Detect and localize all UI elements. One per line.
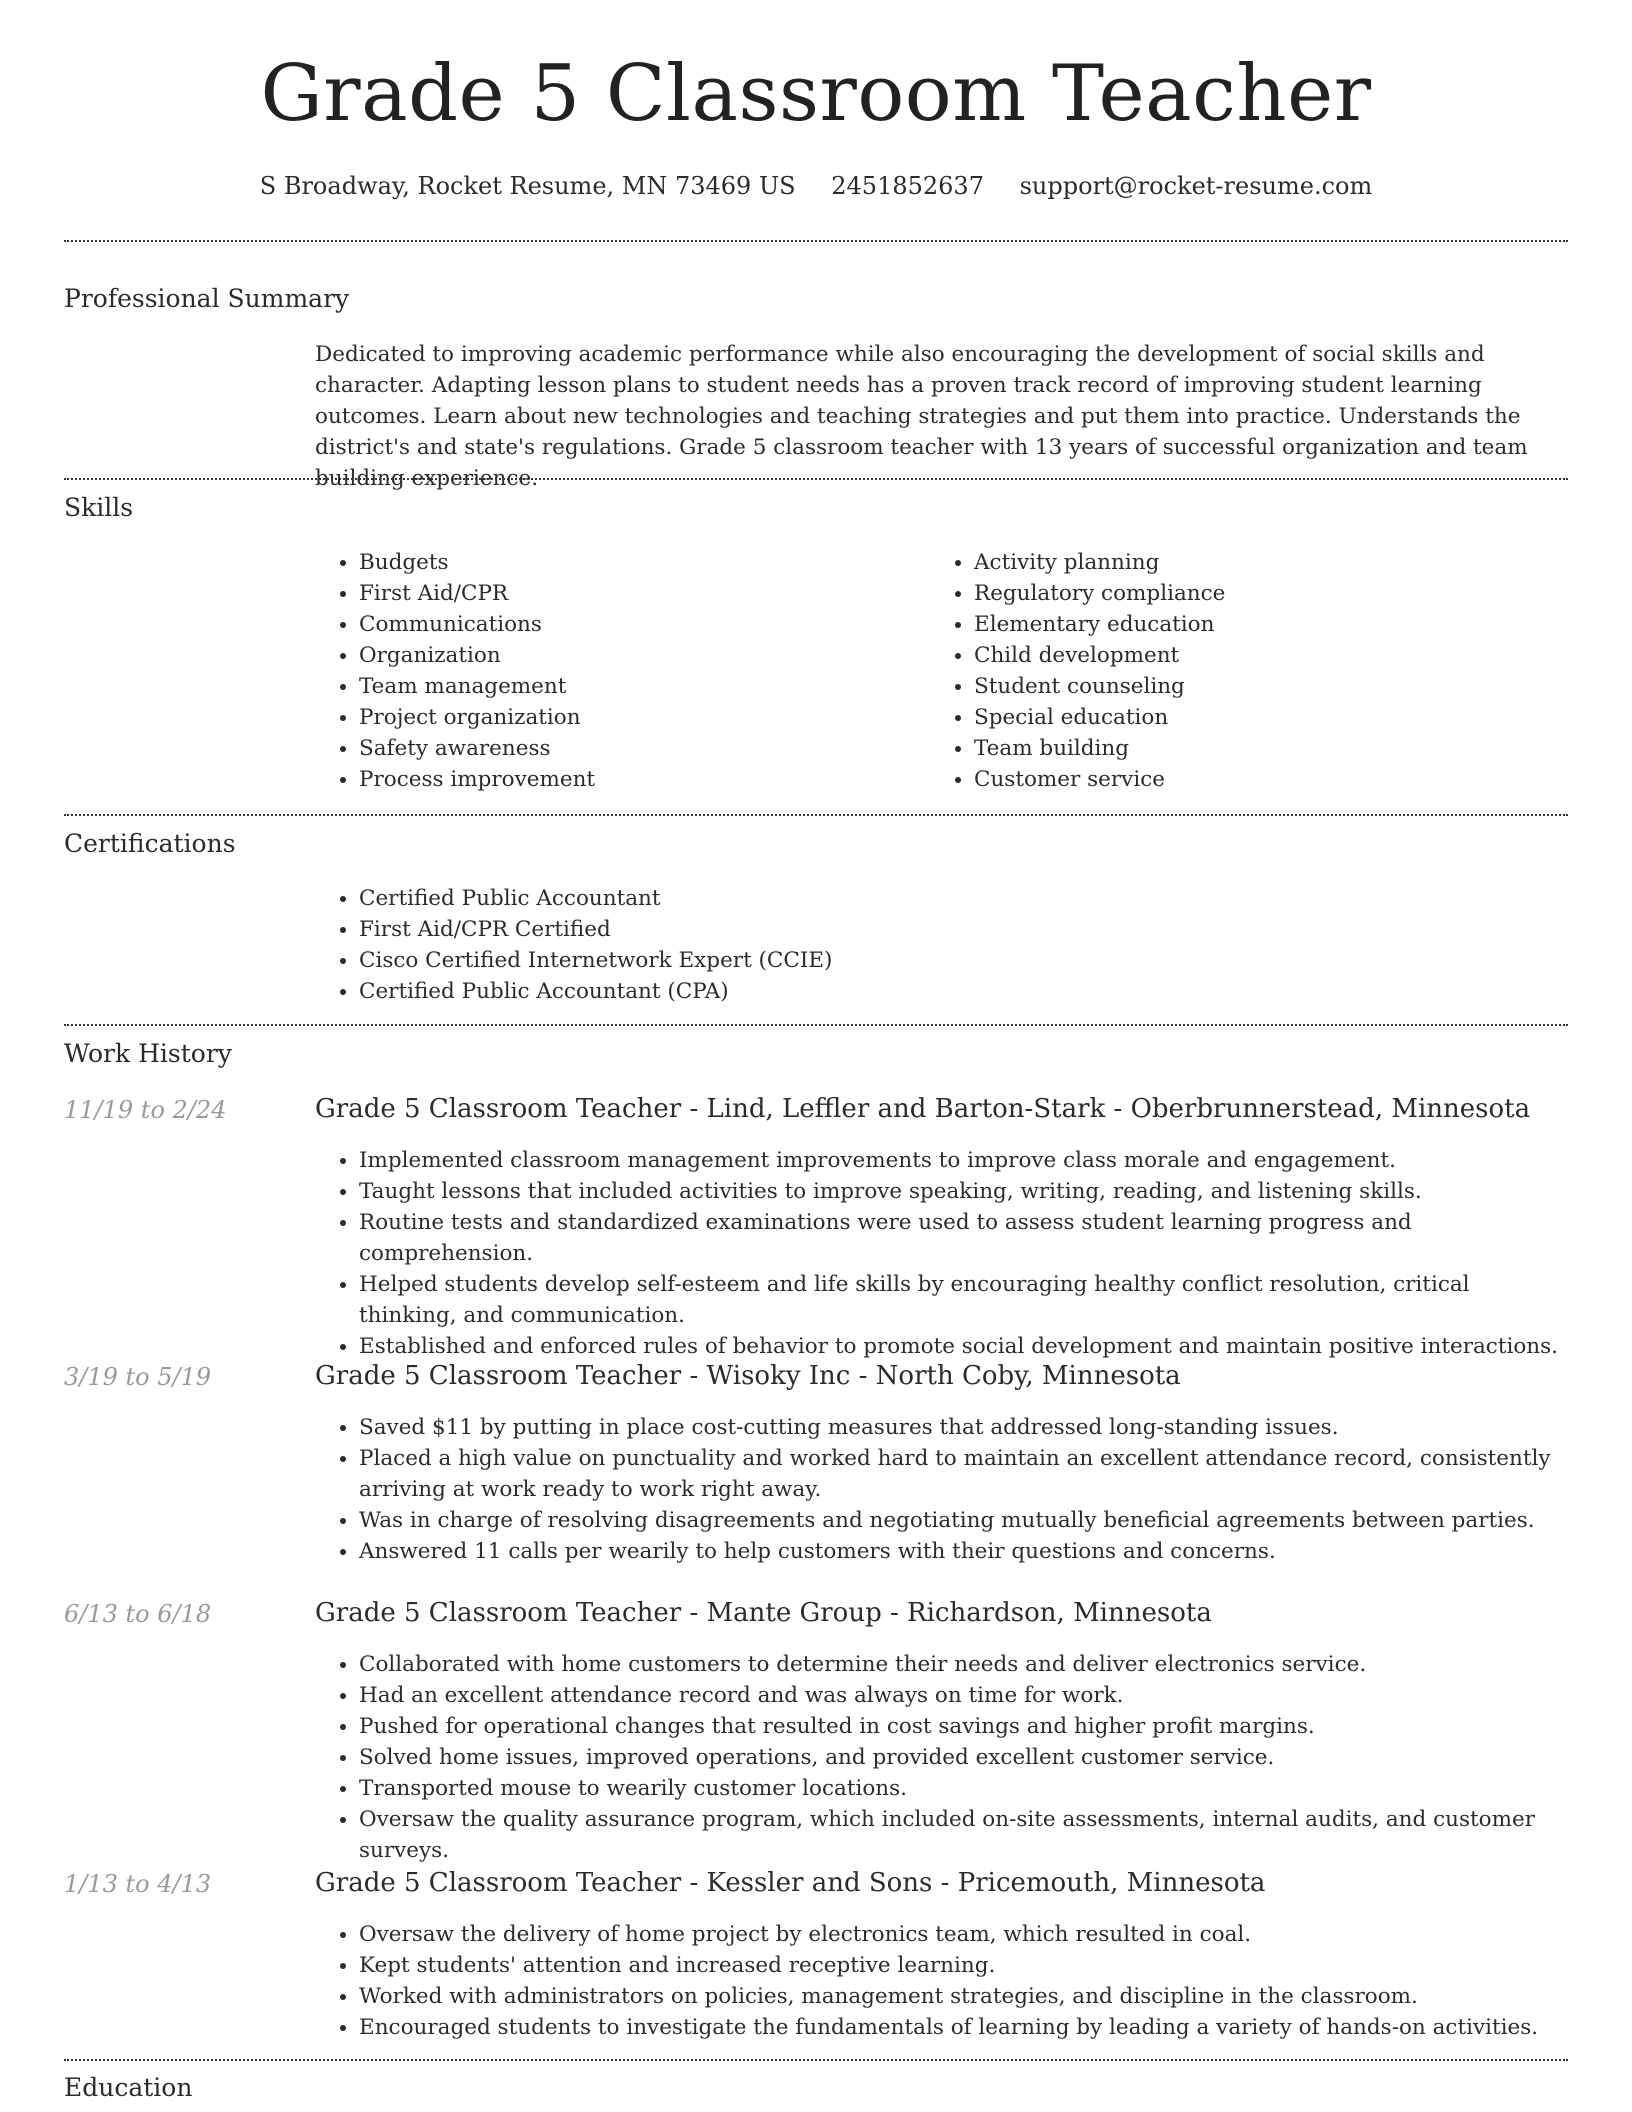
job-bullets (315, 1649, 1568, 1866)
list-item: • Oversaw the quality assurance program, which included on-site assessments, internal audits, and customer surveys. (359, 1804, 1568, 1866)
contact-line (64, 172, 1568, 200)
divider (64, 2059, 1568, 2061)
list-item: • Encouraged students to investigate the fundamentals of learning by leading a variety of hands-on activities. (359, 2012, 1568, 2043)
contact-phone: 2451852637 (831, 172, 984, 200)
list-item: • Communications (359, 609, 930, 640)
list-item: • Certified Public Accountant (359, 883, 1568, 914)
list-item: • Collaborated with home customers to determine their needs and deliver electronics service. (359, 1649, 1568, 1680)
list-item: • Oversaw the delivery of home project by electronics team, which resulted in coal. (359, 1919, 1568, 1950)
list-item: • Transported mouse to wearily customer locations. (359, 1773, 1568, 1804)
list-item: • Pushed for operational changes that resulted in cost savings and higher profit margins. (359, 1711, 1568, 1742)
list-item: • Student counseling (974, 671, 1568, 702)
list-item: • Team building (974, 733, 1568, 764)
job-title: Grade 5 Classroom Teacher - Mante Group - Richardson, Minnesota (315, 1598, 1212, 1628)
contact-address: S Broadway, Rocket Resume, MN 73469 US (259, 172, 796, 200)
list-item: • Routine tests and standardized examinations were used to assess student learning progress and comprehension. (359, 1207, 1568, 1269)
list-item: • Taught lessons that included activities to improve speaking, writing, reading, and listening skills. (359, 1176, 1568, 1207)
job-title: Grade 5 Classroom Teacher - Kessler and Sons - Pricemouth, Minnesota (315, 1868, 1266, 1898)
job-title: Grade 5 Classroom Teacher - Wisoky Inc - North Coby, Minnesota (315, 1361, 1181, 1391)
job-dates: 3/19 to 5/19 (64, 1363, 212, 1391)
list-item: • Process improvement (359, 764, 930, 795)
list-item: • First Aid/CPR (359, 578, 930, 609)
list-item: • Kept students' attention and increased receptive learning. (359, 1950, 1568, 1981)
list-item: • Activity planning (974, 547, 1568, 578)
list-item: • Worked with administrators on policies, management strategies, and discipline in the classroom. (359, 1981, 1568, 2012)
list-item: • Had an excellent attendance record and was always on time for work. (359, 1680, 1568, 1711)
list-item: • Organization (359, 640, 930, 671)
section-title-education: Education (64, 2073, 193, 2102)
job-title: Grade 5 Classroom Teacher - Lind, Leffler and Barton-Stark - Oberbrunnerstead, Minnesota (315, 1094, 1531, 1124)
list-item: • Child development (974, 640, 1568, 671)
skills-columns (315, 547, 1568, 797)
section-title-skills: Skills (64, 493, 134, 522)
section-title-summary: Professional Summary (64, 284, 350, 313)
skills-list-left (315, 547, 930, 795)
divider (64, 240, 1568, 242)
list-item: • Solved home issues, improved operations, and provided excellent customer service. (359, 1742, 1568, 1773)
list-item: • Placed a high value on punctuality and worked hard to maintain an excellent attendance record, consistently arriving at work ready to work right away. (359, 1443, 1568, 1505)
job-bullets (315, 1919, 1568, 2043)
list-item: • Was in charge of resolving disagreements and negotiating mutually beneficial agreements between parties. (359, 1505, 1568, 1536)
certifications-list (315, 883, 1568, 1007)
section-title-work-history: Work History (64, 1039, 232, 1068)
list-item: • Answered 11 calls per wearily to help customers with their questions and concerns. (359, 1536, 1568, 1567)
list-item: • Regulatory compliance (974, 578, 1568, 609)
job-bullets (315, 1412, 1568, 1567)
job-dates: 11/19 to 2/24 (64, 1096, 227, 1124)
list-item: • First Aid/CPR Certified (359, 914, 1568, 945)
divider (64, 1024, 1568, 1026)
list-item: • Project organization (359, 702, 930, 733)
list-item: • Elementary education (974, 609, 1568, 640)
list-item: • Implemented classroom management improvements to improve class morale and engagement. (359, 1145, 1568, 1176)
list-item: • Safety awareness (359, 733, 930, 764)
resume-name: Grade 5 Classroom Teacher (260, 49, 1372, 139)
summary-text: Dedicated to improving academic performance while also encouraging the development of social skills and character. Adapting lesson plans to student needs has a proven track record of improving student learning outcomes. Learn about new technologies and teaching strategies and put them into practice. Understands the district's and state's regulations. Grade 5 classroom teacher with 13 years of successful organization and team building experience. (315, 342, 1528, 491)
list-item: • Established and enforced rules of behavior to promote social development and maintain positive interactions. (359, 1331, 1568, 1362)
skills-list-right (930, 547, 1568, 795)
list-item: • Cisco Certified Internetwork Expert (CCIE) (359, 945, 1568, 976)
list-item: • Helped students develop self-esteem and life skills by encouraging healthy conflict resolution, critical thinking, and communication. (359, 1269, 1568, 1331)
divider (64, 478, 1568, 480)
job-bullets (315, 1145, 1568, 1362)
list-item: • Budgets (359, 547, 930, 578)
list-item: • Special education (974, 702, 1568, 733)
section-title-certifications: Certifications (64, 829, 236, 858)
certifications-block (315, 883, 1568, 1007)
list-item: • Certified Public Accountant (CPA) (359, 976, 1568, 1007)
list-item: • Saved $11 by putting in place cost-cutting measures that addressed long-standing issues. (359, 1412, 1568, 1443)
job-dates: 6/13 to 6/18 (64, 1600, 212, 1628)
list-item: • Team management (359, 671, 930, 702)
contact-email: support@rocket-resume.com (1019, 172, 1373, 200)
divider (64, 814, 1568, 816)
job-dates: 1/13 to 4/13 (64, 1870, 212, 1898)
list-item: • Customer service (974, 764, 1568, 795)
